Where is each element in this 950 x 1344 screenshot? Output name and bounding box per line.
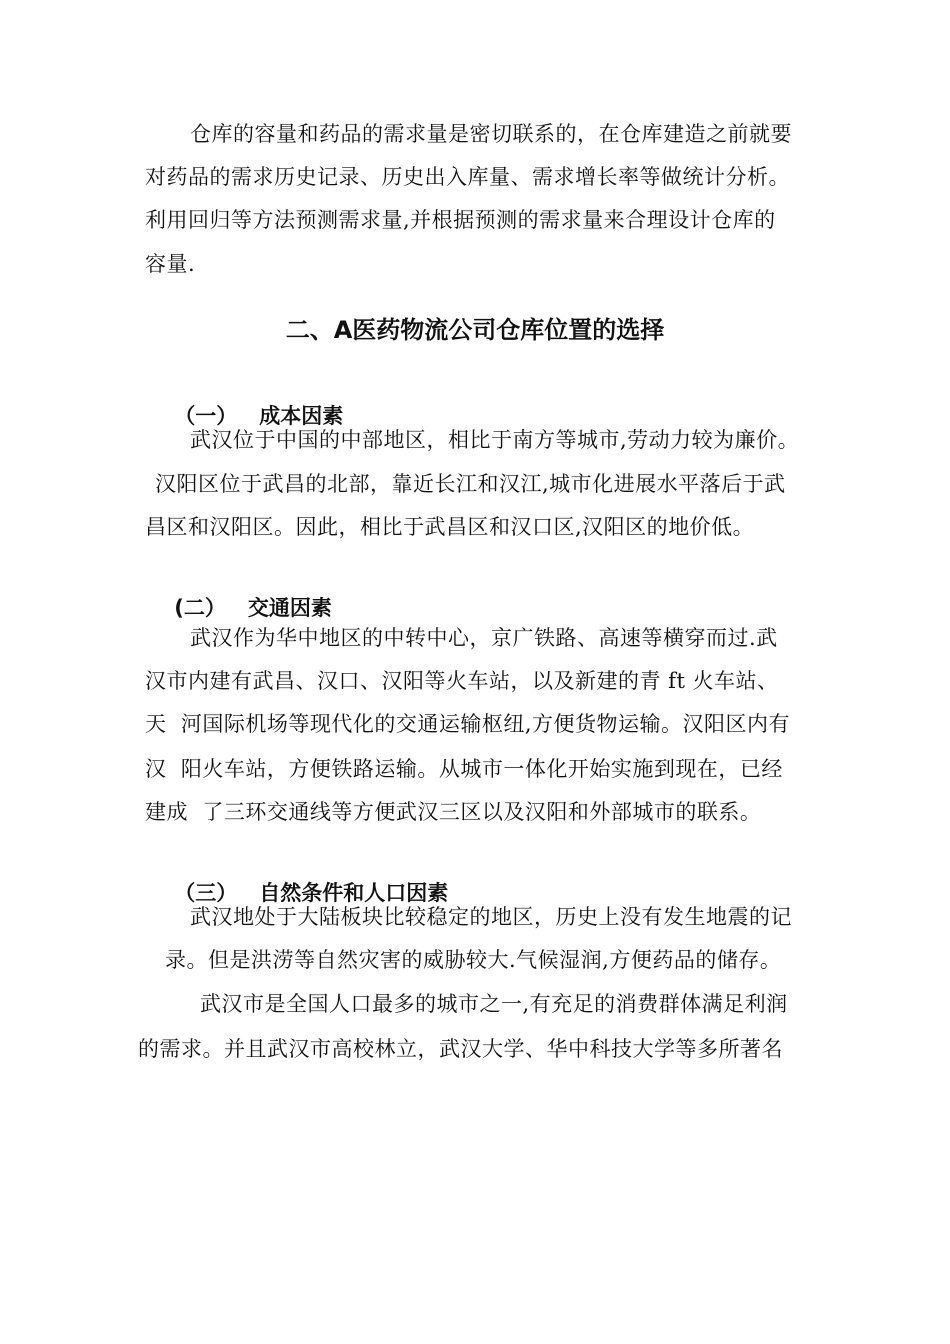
subsection-title: 交通因素 — [247, 596, 332, 620]
subsection-number: （三） — [174, 881, 238, 905]
paragraph-line: 天 河国际机场等现代化的交通运输枢纽,方便货物运输。汉阳区内有 — [145, 712, 791, 736]
paragraph-line: 武汉作为华中地区的中转中心，京广铁路、高速等横穿而过.武 — [190, 626, 778, 650]
subsection-title: 成本因素 — [259, 404, 344, 428]
paragraph-line: 昌区和汉阳区。因此，相比于武昌区和汉口区,汉阳区的地价低。 — [145, 515, 755, 539]
subsection-number: （一） — [174, 404, 238, 428]
paragraph-line: 仓库的容量和药品的需求量是密切联系的，在仓库建造之前就要 — [190, 122, 792, 146]
paragraph-line: 武汉位于中国的中部地区，相比于南方等城市,劳动力较为廉价。 — [190, 428, 800, 452]
subsection-number: (二） — [174, 596, 226, 620]
paragraph-line: 汉 阳火车站，方便铁路运输。从城市一体化开始实施到现在，已经 — [145, 757, 783, 781]
paragraph-line: 武汉地处于大陆板块比较稳定的地区，历史上没有发生地震的记 — [190, 905, 792, 929]
paragraph-line: 汉市内建有武昌、汉口、汉阳等火车站，以及新建的青 ft 火车站、 — [145, 669, 779, 693]
paragraph-line: 对药品的需求历史记录、历史出入库量、需求增长率等做统计分析。 — [145, 165, 790, 189]
paragraph-line: 建成 了三环交通线等方便武汉三区以及汉阳和外部城市的联系。 — [145, 800, 762, 824]
paragraph-line: 武汉市是全国人口最多的城市之一,有充足的消费群体满足利润 — [200, 992, 788, 1016]
paragraph-line: 利用回归等方法预测需求量,并根据预测的需求量来合理设计仓库的 — [145, 208, 776, 232]
paragraph-line: 容量. — [145, 252, 196, 276]
paragraph-line: 汉阳区位于武昌的北部，靠近长江和汉江,城市化进展水平落后于武 — [155, 472, 786, 496]
subsection-title: 自然条件和人口因素 — [259, 881, 449, 905]
section-title: 二、A医药物流公司仓库位置的选择 — [285, 316, 665, 344]
paragraph-line: 录。但是洪涝等自然灾害的威胁较大.气候湿润,方便药品的储存。 — [165, 948, 782, 972]
paragraph-line: 的需求。并且武汉市高校林立，武汉大学、华中科技大学等多所著名 — [138, 1037, 783, 1061]
